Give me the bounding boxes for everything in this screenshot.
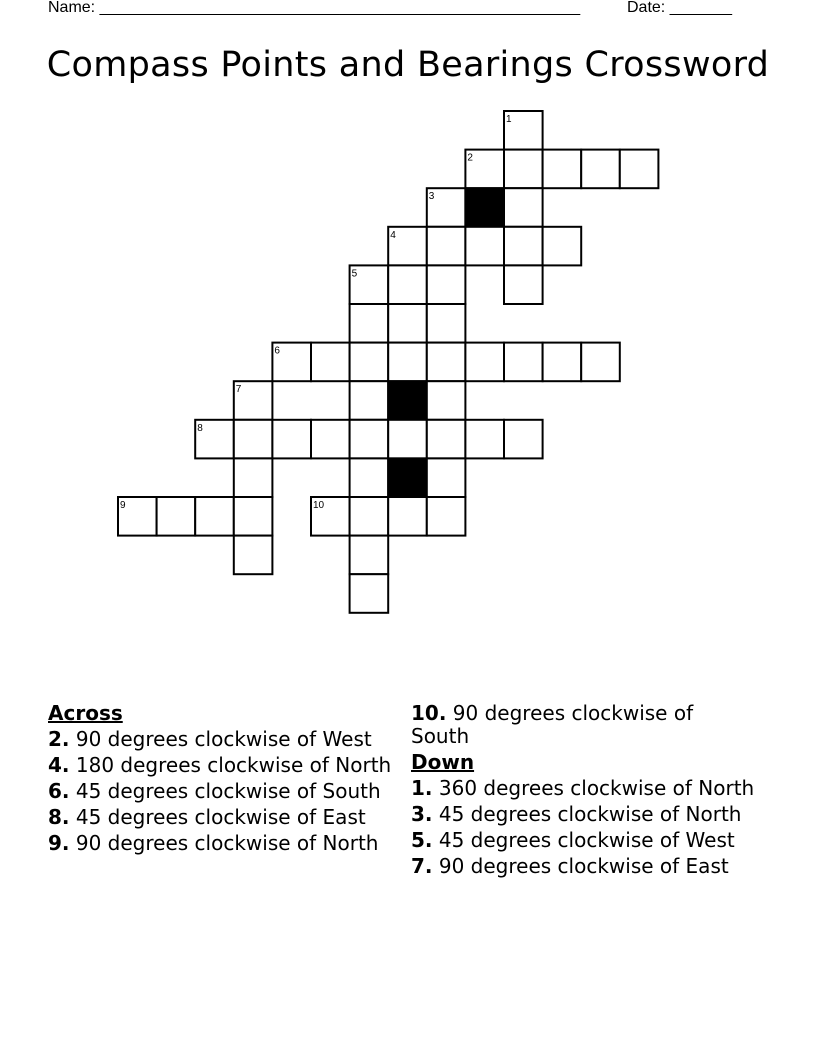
answer-cell[interactable] xyxy=(543,227,582,266)
across-clue xyxy=(48,832,393,855)
answer-cell[interactable] xyxy=(427,458,466,497)
answer-cell[interactable] xyxy=(350,420,389,459)
blocked-cell xyxy=(388,458,427,497)
page-title: Compass Points and Bearings Crossword xyxy=(46,45,770,85)
answer-cell[interactable] xyxy=(427,304,466,343)
answer-cell[interactable] xyxy=(581,343,620,382)
clue-number: 2. xyxy=(48,727,70,751)
answer-cell[interactable] xyxy=(504,188,543,227)
answer-cell[interactable] xyxy=(350,304,389,343)
clue-text: 45 degrees clockwise of South xyxy=(75,779,381,803)
answer-cell[interactable] xyxy=(311,420,350,459)
down-clue xyxy=(411,855,756,878)
clue-number-label: 1 xyxy=(506,114,512,125)
clue-number: 8. xyxy=(48,805,70,829)
down-heading: Down xyxy=(411,750,475,774)
answer-cell[interactable] xyxy=(465,420,504,459)
answer-cell[interactable] xyxy=(388,420,427,459)
clue-number: 7. xyxy=(411,854,433,878)
answer-cell[interactable] xyxy=(504,343,543,382)
answer-cell[interactable] xyxy=(388,343,427,382)
answer-cell[interactable] xyxy=(350,497,389,536)
date-field-label: Date: _______ xyxy=(627,0,732,16)
clue-text: 360 degrees clockwise of North xyxy=(438,776,755,800)
clue-number-label: 4 xyxy=(390,229,396,241)
across-clue xyxy=(48,754,393,777)
clue-number-label: 2 xyxy=(467,152,473,164)
answer-cell[interactable] xyxy=(427,227,466,266)
clue-text: 90 degrees clockwise of West xyxy=(75,727,372,751)
answer-cell[interactable] xyxy=(504,150,543,189)
answer-cell[interactable] xyxy=(504,420,543,459)
clue-number-label: 3 xyxy=(428,191,435,203)
across-clue xyxy=(48,728,393,751)
answer-cell[interactable] xyxy=(350,536,389,575)
clue-number: 10. xyxy=(411,701,447,725)
blocked-cell xyxy=(388,381,427,420)
clue-text: 45 degrees clockwise of North xyxy=(438,802,742,826)
clue-number-label: 9 xyxy=(120,500,126,511)
answer-cell[interactable] xyxy=(581,150,620,189)
answer-cell[interactable] xyxy=(504,265,543,304)
answer-cell[interactable] xyxy=(272,420,311,459)
down-clue xyxy=(411,803,756,826)
answer-cell[interactable] xyxy=(195,497,234,536)
answer-cell[interactable] xyxy=(620,150,659,189)
clue-text: 90 degrees clockwise of North xyxy=(75,831,379,855)
answer-cell[interactable] xyxy=(465,227,504,266)
answer-cell[interactable] xyxy=(234,536,273,575)
answer-cell[interactable] xyxy=(350,381,389,420)
clue-number: 5. xyxy=(411,828,433,852)
answer-cell[interactable] xyxy=(465,343,504,382)
answer-cell[interactable] xyxy=(427,420,466,459)
answer-cell[interactable] xyxy=(388,265,427,304)
clue-number: 4. xyxy=(48,753,70,777)
across-clue xyxy=(48,780,393,803)
clue-text: 90 degrees clockwise of South xyxy=(411,701,694,748)
answer-cell[interactable] xyxy=(427,343,466,382)
clues-left-column xyxy=(48,702,393,858)
name-field-label: Name: ______________________________________________________ xyxy=(48,0,581,16)
answer-cell[interactable] xyxy=(311,343,350,382)
clue-text: 45 degrees clockwise of East xyxy=(75,805,366,829)
down-clue xyxy=(411,829,756,852)
clue-text: 45 degrees clockwise of West xyxy=(438,828,735,852)
answer-cell[interactable] xyxy=(350,458,389,497)
answer-cell[interactable] xyxy=(234,458,273,497)
answer-cell[interactable] xyxy=(234,497,273,536)
answer-cell[interactable] xyxy=(543,343,582,382)
answer-cell[interactable] xyxy=(234,420,273,459)
clue-number-label: 6 xyxy=(274,345,280,357)
clues-right-column xyxy=(411,702,756,881)
clue-number: 6. xyxy=(48,779,70,803)
clue-number-label: 8 xyxy=(197,422,203,434)
answer-cell[interactable] xyxy=(388,304,427,343)
answer-cell[interactable] xyxy=(543,150,582,189)
clue-number: 1. xyxy=(411,776,433,800)
answer-cell[interactable] xyxy=(427,265,466,304)
answer-cell[interactable] xyxy=(504,227,543,266)
across-clue xyxy=(48,806,393,829)
answer-cell[interactable] xyxy=(427,381,466,420)
answer-cell[interactable] xyxy=(388,497,427,536)
blocked-cell xyxy=(465,188,504,227)
across-clue xyxy=(411,702,756,748)
clue-text: 180 degrees clockwise of North xyxy=(75,753,392,777)
clue-text: 90 degrees clockwise of East xyxy=(438,854,729,878)
across-heading: Across xyxy=(48,701,123,725)
answer-cell[interactable] xyxy=(350,574,389,613)
answer-cell[interactable] xyxy=(157,497,196,536)
clue-number: 9. xyxy=(48,831,70,855)
answer-cell[interactable] xyxy=(350,343,389,382)
clue-number-label: 5 xyxy=(351,268,358,280)
clue-number-label: 10 xyxy=(313,500,325,511)
clue-number-label: 7 xyxy=(235,384,242,396)
clue-number: 3. xyxy=(411,802,433,826)
down-clue xyxy=(411,777,756,800)
answer-cell[interactable] xyxy=(427,497,466,536)
